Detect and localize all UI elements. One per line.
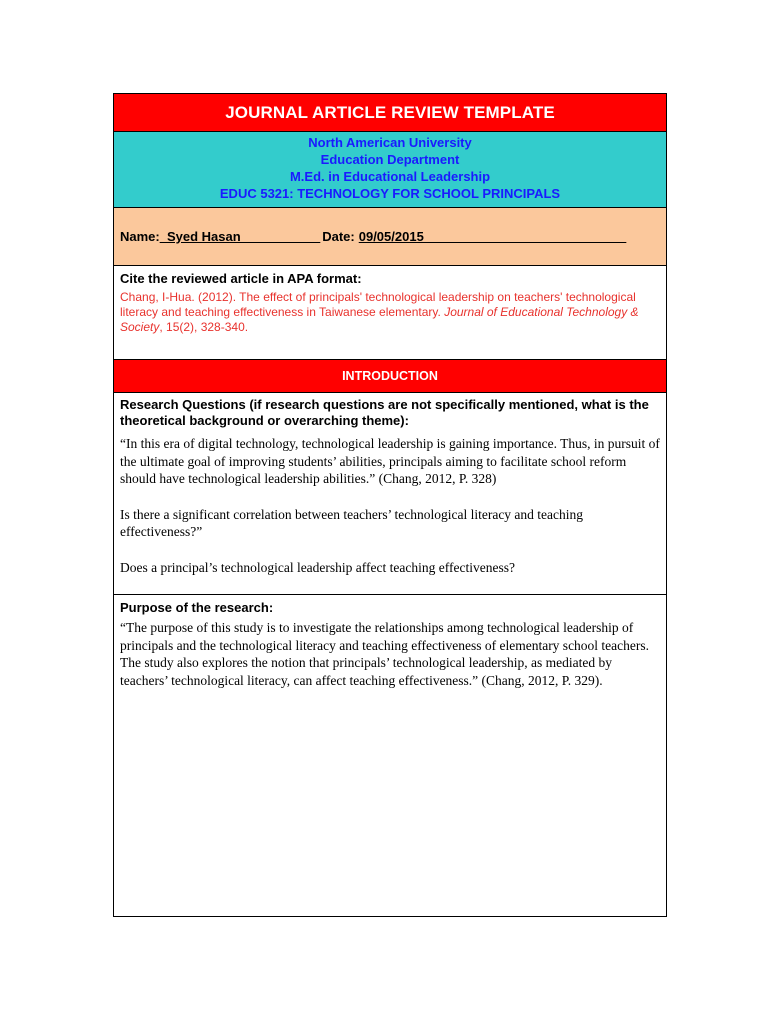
document-title: JOURNAL ARTICLE REVIEW TEMPLATE	[225, 102, 555, 122]
student-info-row	[114, 208, 666, 266]
name-field[interactable]: _Syed Hasan___________	[159, 229, 321, 244]
course-name: EDUC 5321: TECHNOLOGY FOR SCHOOL PRINCIPALS	[219, 186, 561, 201]
citation-journal: Journal of Educational Technology & Society	[120, 305, 639, 334]
research-questions-label: Research Questions (if research questions are not specifically mentioned, what is the theoretical background or overarching theme):	[120, 397, 649, 428]
citation-label: Cite the reviewed article in APA format:	[120, 271, 362, 286]
introduction-banner	[114, 360, 666, 393]
university-name: North American University	[308, 135, 472, 150]
department-name: Education Department	[320, 152, 460, 167]
institution-block	[114, 132, 666, 208]
date-field[interactable]: 09/05/2015____________________________	[358, 229, 627, 244]
date-label: Date:	[322, 229, 355, 244]
purpose-section	[114, 595, 666, 916]
purpose-paragraph: “The purpose of this study is to investigate the relationships among technological leadership of principals and the technological literacy and teaching effectiveness of elementary school teachers. The study also explores the notion that principals’ technological leadership, as mediated by teachers’ technological literacy, can affect teaching effectiveness.” (Chang, 2012, P. 329).	[120, 620, 650, 688]
name-label: Name:	[120, 229, 160, 244]
purpose-label: Purpose of the research:	[120, 600, 274, 615]
research-question-2: Does a principal’s technological leadership affect teaching effectiveness?	[120, 559, 515, 575]
citation-plain: Chang, I-Hua. (2012). The effect of principals' technological leadership on teachers' technological literacy and teaching effectiveness in Taiwanese elementary.	[120, 290, 636, 319]
introduction-heading: INTRODUCTION	[342, 369, 438, 383]
title-banner	[114, 94, 666, 132]
citation-section	[114, 266, 666, 360]
research-questions-paragraph: “In this era of digital technology, technological leadership is gaining importance. Thus, in pursuit of the ultimate goal of improving students’ abilities, principals aiming to facilitate school reform should have technological leadership abilities.” (Chang, 2012, P. 328)	[120, 436, 660, 486]
research-question-1: Is there a significant correlation between teachers’ technological literacy and teaching effectiveness?”	[120, 506, 584, 539]
citation-volume: , 15(2), 328-340.	[159, 320, 249, 334]
citation-text	[120, 290, 660, 335]
program-name: M.Ed. in Educational Leadership	[289, 169, 491, 184]
review-template-table	[113, 93, 667, 917]
research-questions-section	[114, 393, 666, 595]
